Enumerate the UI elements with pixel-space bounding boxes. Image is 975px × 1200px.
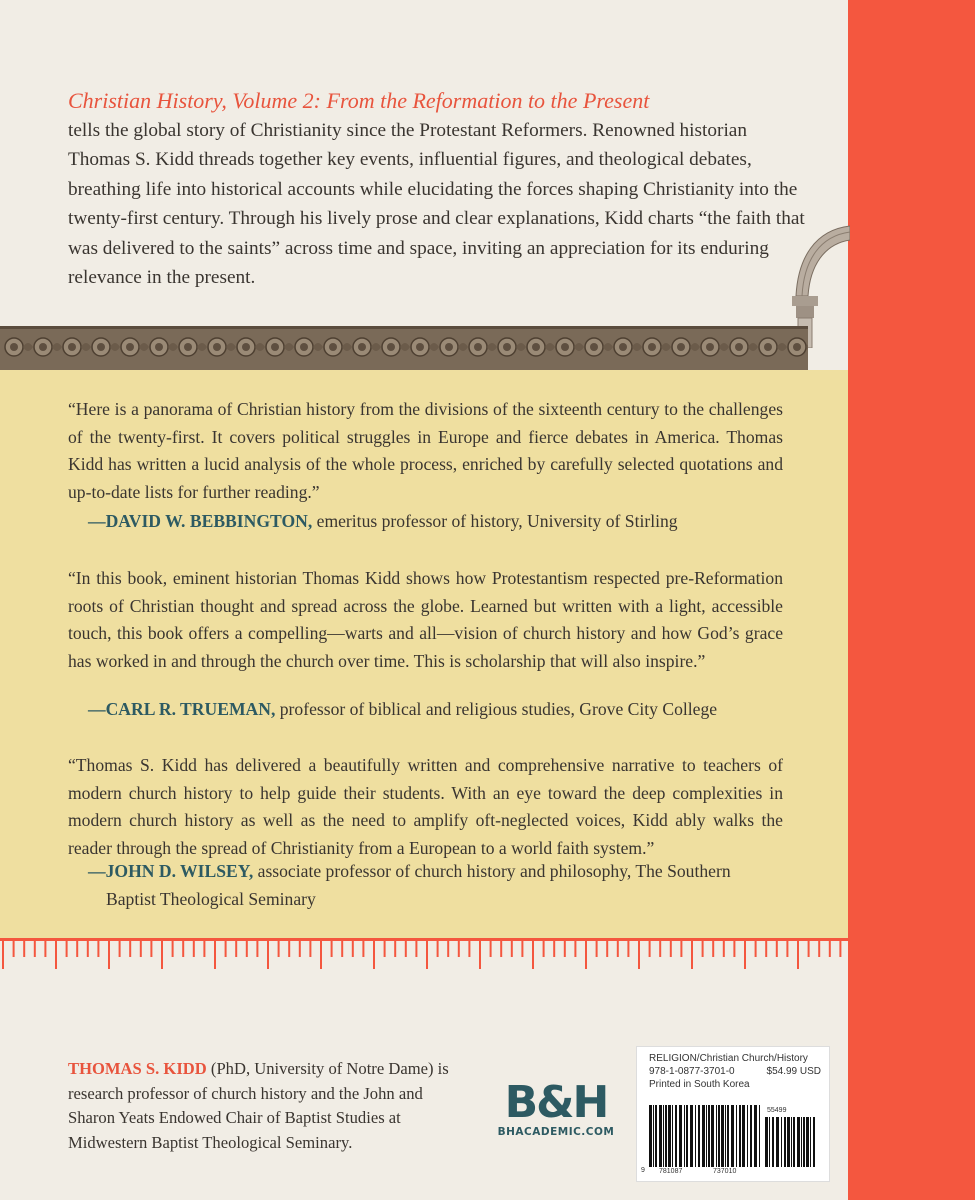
quote-text: “Thomas S. Kidd has delivered a beautifully written and comprehensive narrative to teachers of modern church history to help guide their students. With an eye toward the deep complexities in modern church history as well as the need to amplify oft-neglected voices, Kidd ably walks the reader through the spread of Christianity from a European to a world faith system.” [68,755,783,858]
endorsement-quote-1 [68,396,783,506]
barcode-digits: 737010 [713,1168,737,1175]
book-description [68,86,808,293]
barcode-digit: 9 [641,1167,645,1174]
barcode-digits: 781087 [659,1168,683,1175]
publisher-logo [496,1077,616,1150]
author-bio-text: (PhD, University of Notre Dame) is research professor of church history and the John and Sharon Yeats Endowed Chair of Baptist Studies at Midwestern Baptist Theological Seminary. [68,1059,449,1152]
isbn: 978-1-0877-3701-0 [649,1066,735,1077]
printed-in: Printed in South Korea [649,1079,750,1090]
ornament-pattern [0,329,808,365]
endorsement-attribution-3 [88,858,808,913]
publisher-url: BHACADEMIC.COM [497,1126,615,1138]
endorsement-attribution-2 [88,696,808,724]
endorsement-attribution-1 [88,508,808,536]
barcode-addon-bars-icon [765,1117,817,1167]
endorser-title: associate professor of church history and philosophy, The Southern [253,861,731,881]
author-bio [68,1057,468,1155]
book-title: Christian History, Volume 2: From the Reformation to the Present [68,88,650,113]
author-name: THOMAS S. KIDD [68,1059,207,1078]
endorsement-quote-2 [68,565,783,675]
barcode-bars-icon [649,1105,761,1167]
spine-color-band [848,0,975,1200]
endorsement-quote-3 [68,752,783,862]
quote-text: “Here is a panorama of Christian history from the divisions of the sixteenth century to the challenges of the twenty-first. It covers political struggles in Europe and fierce debates in America. Thomas Kidd has written a lucid analysis of the whole process, enriched by carefully selected quotations and up-to-date lists for further reading.” [68,399,783,502]
endorser-title: emeritus professor of history, University of Stirling [312,511,678,531]
ruler-divider [0,938,848,972]
description-text: tells the global story of Christianity since the Protestant Reformers. Renowned historian Thomas S. Kidd threads together key events, influential figures, and theological debates, breathing life into historical accounts while elucidating the forces shaping Christianity into the twenty-first century. Through his lively prose and clear explanations, Kidd charts “the faith that was delivered to the saints” across time and space, inviting an appreciation for its enduring relevance in the present. [68,119,805,288]
endorser-name: —DAVID W. BEBBINGTON, [88,511,313,531]
price: $54.99 USD [766,1066,821,1077]
quote-text: “In this book, eminent historian Thomas Kidd shows how Protestantism respected pre-Reformation roots of Christian thought and spread across the globe. Learned but written with a light, accessible touch, this book offers a compelling—warts and all—vision of church history and how God’s grace has worked in and through the church over time. This is scholarship that will also inspire.” [68,568,783,671]
bisac-category: RELIGION/Christian Church/History [649,1053,808,1064]
endorser-title: professor of biblical and religious studies, Grove City College [275,699,718,719]
barcode-label [636,1046,830,1182]
ornamental-border [0,326,808,374]
endorser-name: —JOHN D. WILSEY, [88,861,254,881]
endorser-title-continued: Baptist Theological Seminary [106,888,316,909]
endorser-name: —CARL R. TRUEMAN, [88,699,276,719]
publisher-mark: B&H [504,1077,608,1128]
barcode-addon-number: 55499 [767,1107,787,1114]
